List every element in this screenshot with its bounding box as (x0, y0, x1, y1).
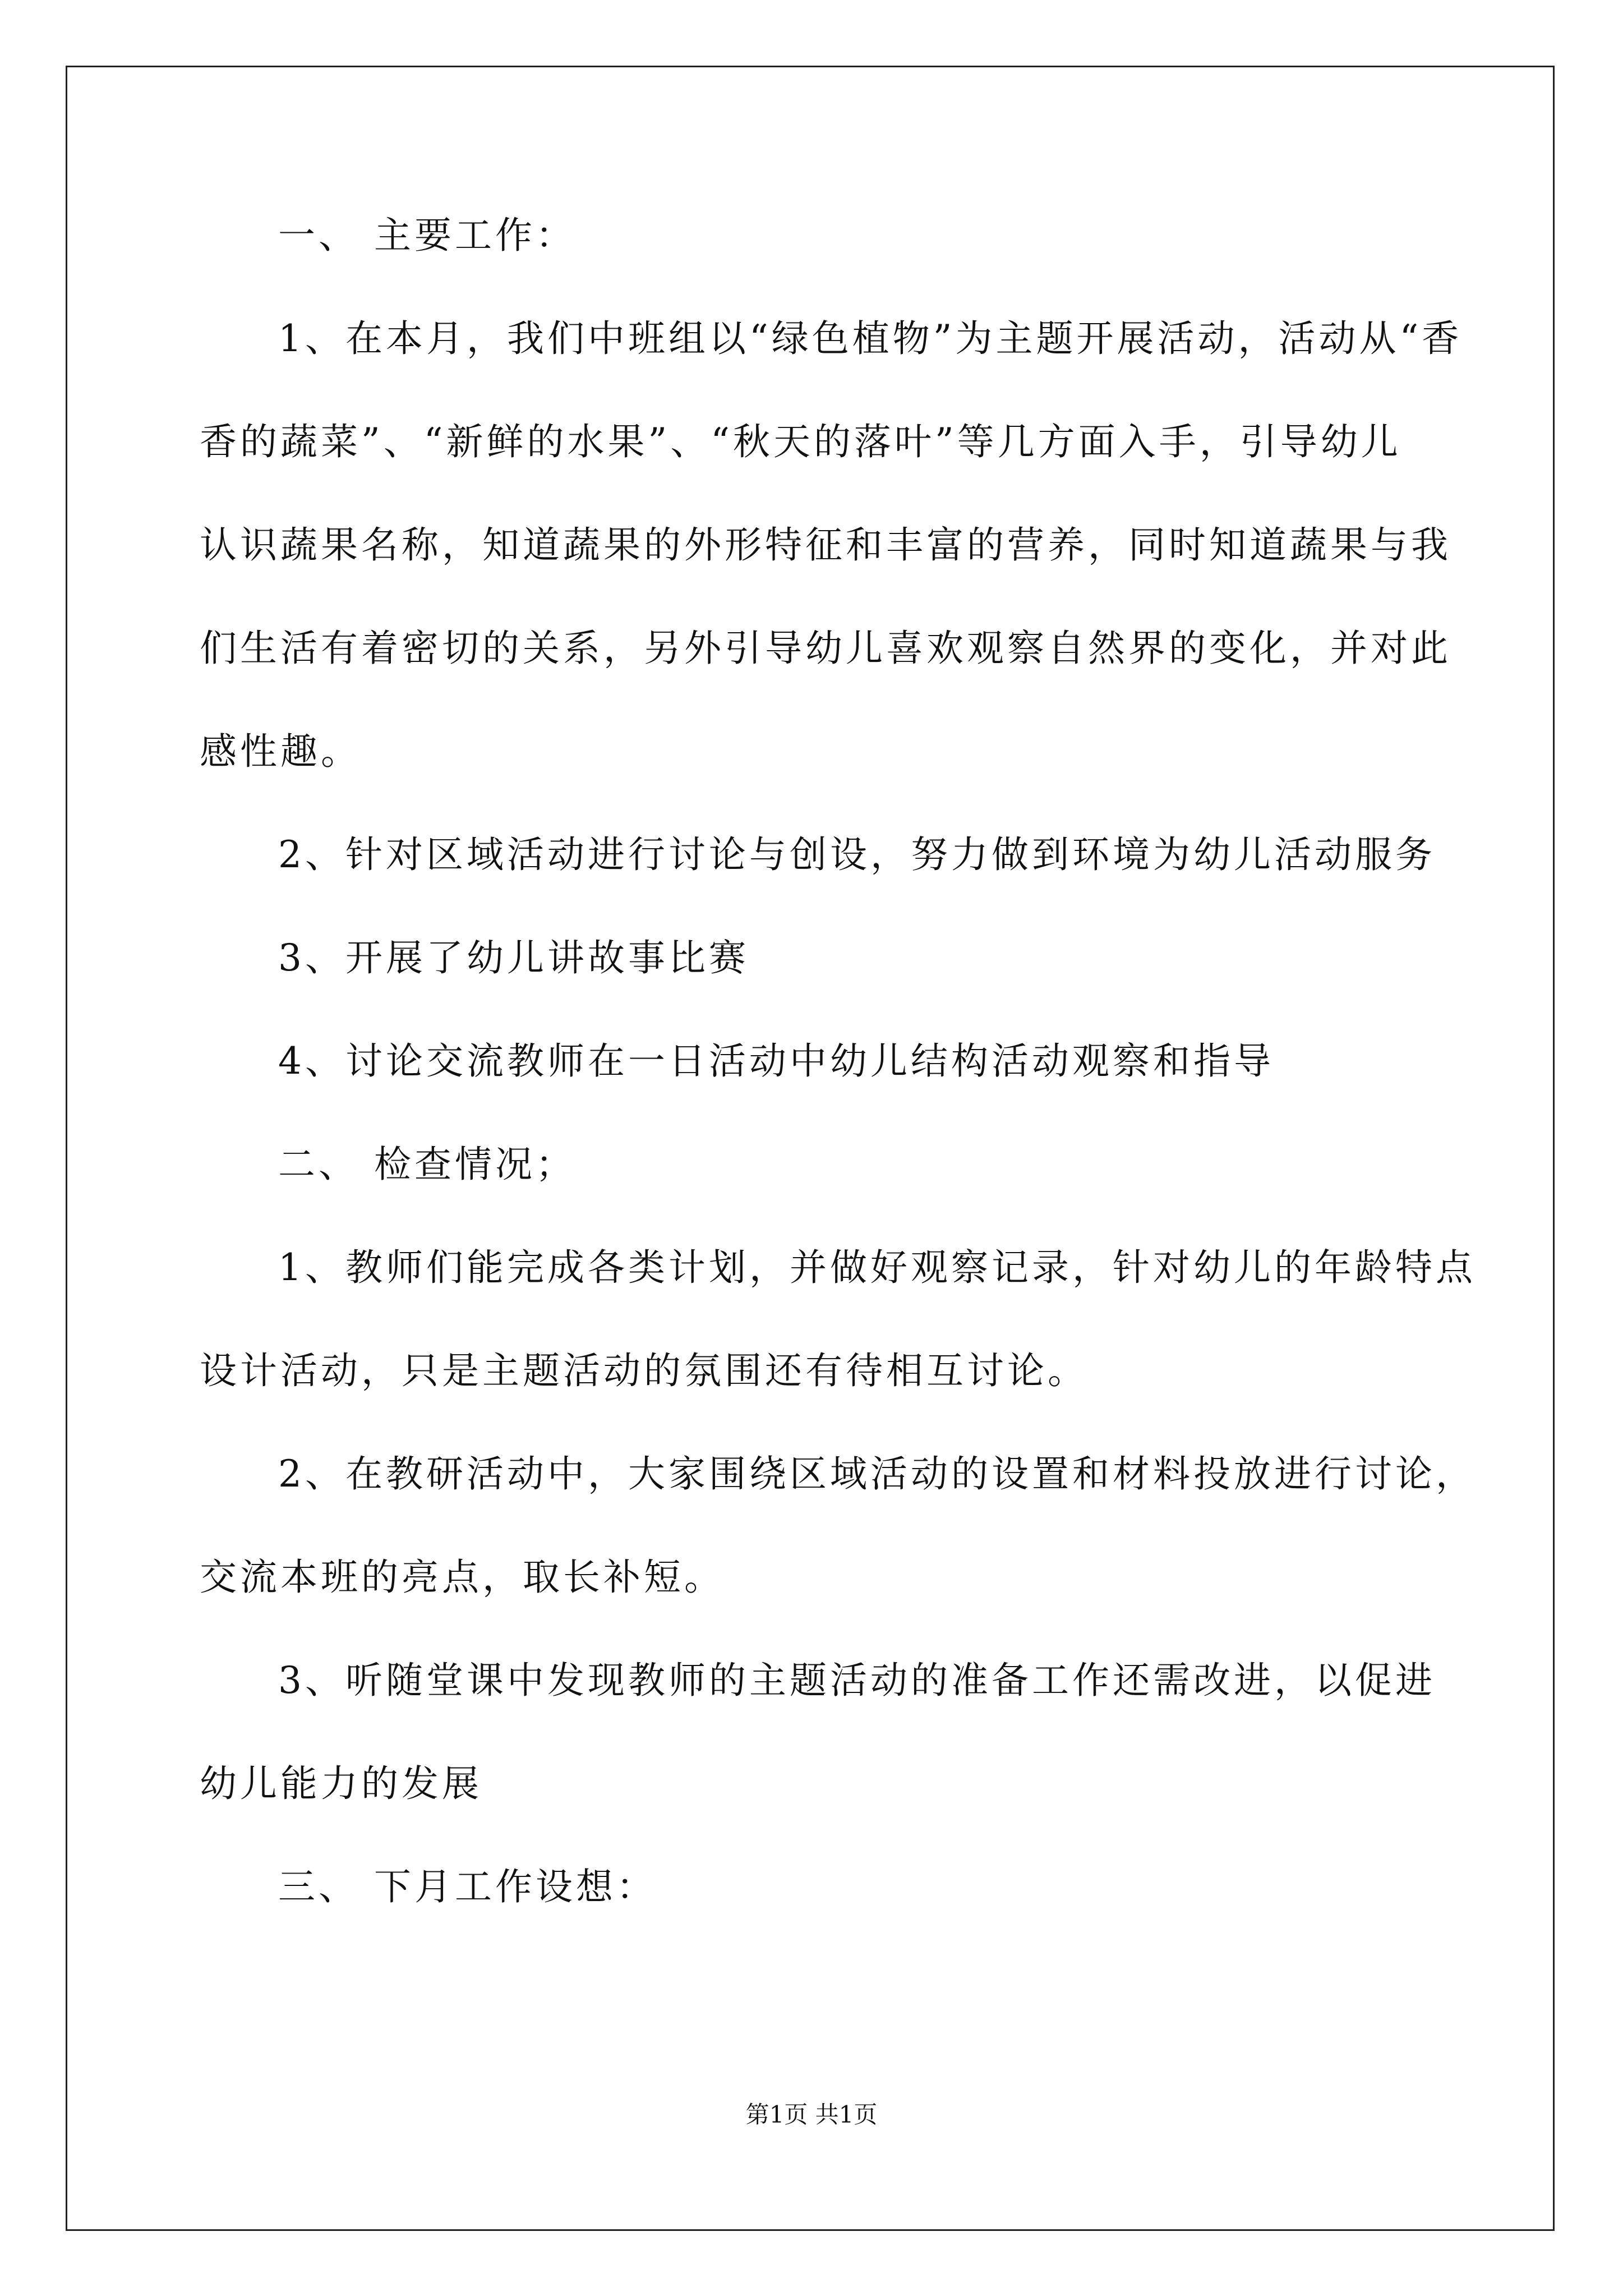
paragraph-line: 认识蔬果名称，知道蔬果的外形特征和丰富的营养，同时知道蔬果与我 (200, 523, 1451, 567)
section-heading-inspection: 二、 检查情况； (278, 1143, 576, 1186)
paragraph-line: 4、讨论交流教师在一日活动中幼儿结构活动观察和指导 (278, 1039, 1274, 1083)
section-heading-next-month: 三、 下月工作设想： (278, 1865, 657, 1908)
paragraph-line: 设计活动，只是主题活动的氛围还有待相互讨论。 (200, 1349, 1088, 1392)
paragraph-line: 3、听随堂课中发现教师的主题活动的准备工作还需改进，以促进 (278, 1659, 1436, 1702)
page-footer: 第1页 共1页 (745, 2101, 878, 2128)
paragraph-line: 幼儿能力的发展 (200, 1762, 482, 1805)
paragraph-line: 3、开展了幼儿讲故事比赛 (278, 936, 749, 979)
paragraph-line: 2、在教研活动中，大家围绕区域活动的设置和材料投放进行讨论， (278, 1452, 1476, 1496)
paragraph-line: 香的蔬菜”、“新鲜的水果”、“秋天的落叶”等几方面入手，引导幼儿 (200, 420, 1401, 463)
paragraph-line: 交流本班的亮点，取长补短。 (200, 1556, 725, 1599)
paragraph-line: 2、针对区域活动进行讨论与创设，努力做到环境为幼儿活动服务 (278, 833, 1436, 876)
paragraph-line: 1、教师们能完成各类计划，并做好观察记录，针对幼儿的年龄特点 (278, 1246, 1476, 1289)
paragraph-line: 感性趣。 (200, 730, 361, 773)
paragraph-line: 们生活有着密切的关系，另外引导幼儿喜欢观察自然界的变化，并对此 (200, 627, 1451, 670)
paragraph-line: 1、在本月，我们中班组以“绿色植物”为主题开展活动，活动从“香 (278, 317, 1463, 360)
section-heading-main-work: 一、 主要工作： (278, 214, 576, 257)
